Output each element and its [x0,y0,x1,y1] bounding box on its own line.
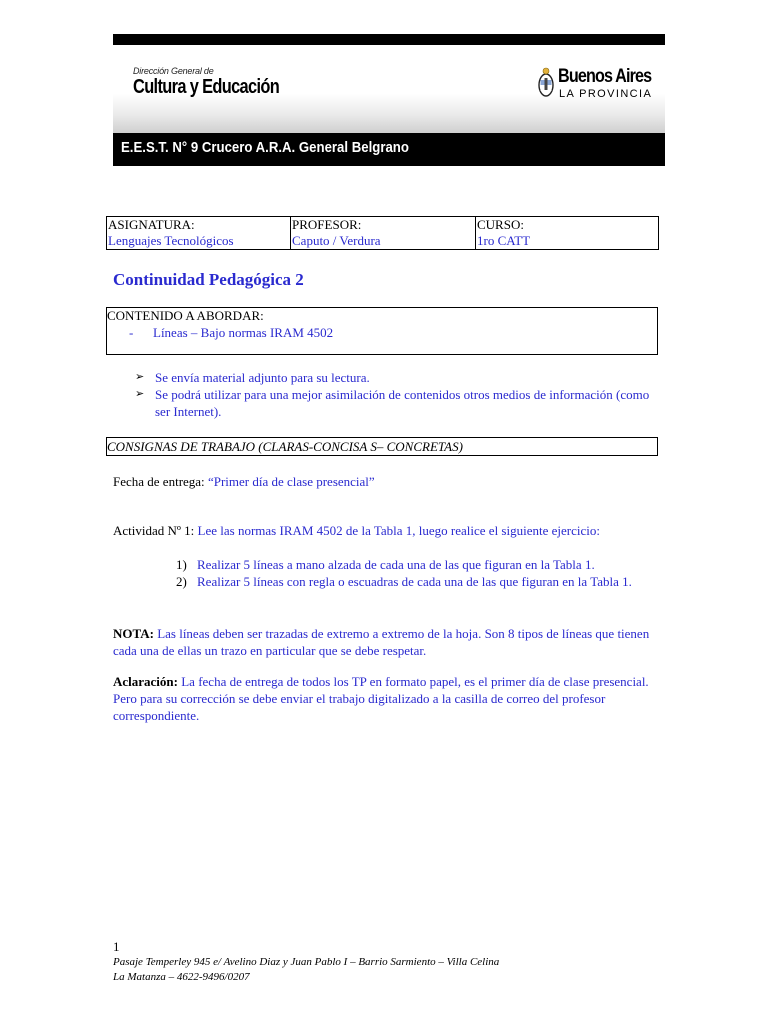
profesor-cell [291,217,476,250]
bullet-text: Se envía material adjunto para su lectura. [155,370,370,385]
asignatura-value: Lenguajes Tecnológicos [108,233,234,248]
item-text: Realizar 5 líneas a mano alzada de cada una de las que figuran en la Tabla 1. [197,557,595,572]
fecha-entrega [113,473,375,490]
profesor-value: Caputo / Verdura [292,233,381,248]
dash-bullet: - [129,325,134,340]
list-item [135,386,665,420]
item-number: 1) [176,557,187,572]
list-item [176,556,656,573]
footer-address-line1: Pasaje Temperley 945 e/ Avelino Diaz y Juan Pablo I – Barrio Sarmiento – Villa Celina [113,956,500,968]
logo-cultura-educacion [133,66,311,98]
aclaracion-text: La fecha de entrega de todos los TP en formato papel, es el primer día de clase presencial. Pero para su corrección se debe enviar el trabajo digitalizado a la casilla de correo del profesor correspondiente. [113,674,649,723]
logo-buenos-aires [538,64,653,104]
contenido-box [106,307,658,355]
org-small-text: Dirección General de [133,66,214,76]
header-top-bar [113,34,665,45]
nota-paragraph [113,625,658,659]
bullet-text: Se podrá utilizar para una mejor asimilación de contenidos otros medios de información (como ser Internet). [155,387,650,419]
actividad [113,522,600,539]
org-big-text: Cultura y Educación [133,76,280,98]
arrow-bullet-icon: ➢ [135,371,145,383]
contenido-item [129,325,333,341]
consignas-heading: CONSIGNAS DE TRABAJO (CLARAS-CONCISA S– CONCRETAS) [107,439,463,454]
province-seal-icon [538,66,554,100]
table-row [107,217,659,250]
profesor-label: PROFESOR: [292,217,362,232]
page-title: Continuidad Pedagógica 2 [113,270,304,289]
item-text: Realizar 5 líneas con regla o escuadras de cada una de las que figuran en la Tabla 1. [197,574,632,589]
school-name: E.E.S.T. N° 9 Crucero A.R.A. General Belgrano [121,139,409,156]
item-number: 2) [176,574,187,589]
bullet-list [135,369,665,420]
contenido-heading: CONTENIDO A ABORDAR: [107,308,264,323]
nota-text: Las líneas deben ser trazadas de extremo a extremo de la hoja. Son 8 tipos de líneas que tienen cada una de ellas un trazo en particular que se debe respetar. [113,626,650,658]
consignas-box [106,437,658,456]
arrow-bullet-icon: ➢ [135,388,145,400]
actividad-label: Actividad Nº 1: [113,523,195,538]
info-table [106,216,659,250]
logo-right-main: Buenos Aires [558,66,652,87]
actividad-text: Lee las normas IRAM 4502 de la Tabla 1, luego realice el siguiente ejercicio: [197,523,600,538]
asignatura-cell [107,217,291,250]
curso-value: 1ro CATT [477,233,531,248]
footer-address-line2: La Matanza – 4622-9496/0207 [113,971,250,983]
asignatura-label: ASIGNATURA: [108,217,195,232]
ejercicios-list [176,556,656,590]
footer [113,939,499,985]
page-number: 1 [113,939,120,954]
curso-label: CURSO: [477,217,524,232]
curso-cell [476,217,659,250]
school-banner [113,133,665,166]
aclaracion-label: Aclaración: [113,674,178,689]
list-item [135,369,665,386]
aclaracion-paragraph [113,673,658,724]
contenido-item-text: Líneas – Bajo normas IRAM 4502 [153,325,334,340]
list-item [176,573,656,590]
logo-right-sub: LA PROVINCIA [559,88,653,100]
fecha-value: “Primer día de clase presencial” [207,474,375,489]
fecha-label: Fecha de entrega: [113,474,205,489]
nota-label: NOTA: [113,626,154,641]
